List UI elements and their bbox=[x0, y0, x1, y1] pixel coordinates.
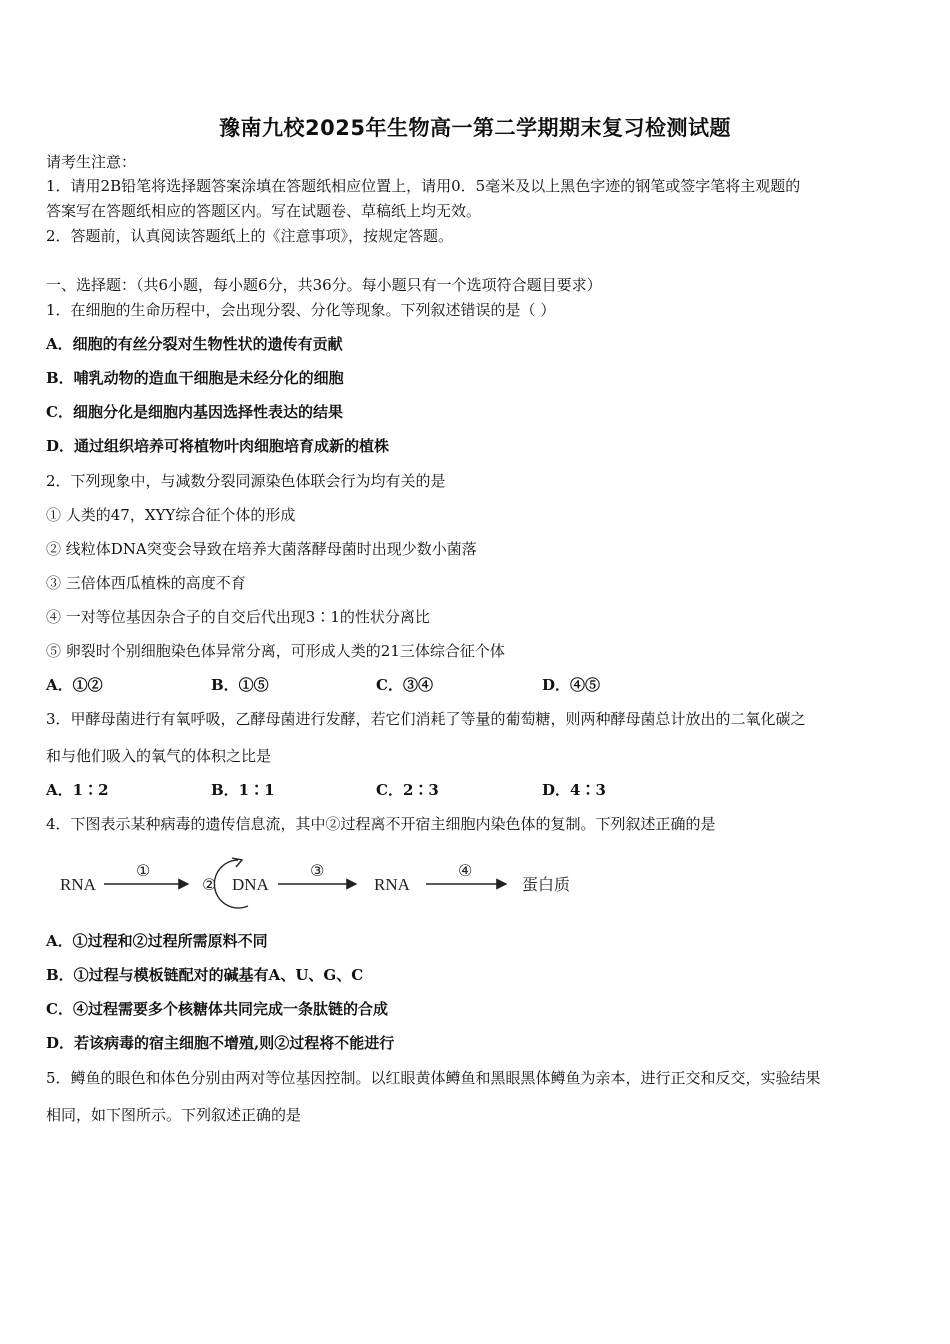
notice-item-2: 2．答题前，认真阅读答题纸上的《注意事项》，按规定答题。 bbox=[46, 227, 454, 245]
notice-item-1-line-1: 1．请用2B铅笔将选择题答案涂填在答题纸相应位置上，请用0．5毫米及以上黑色字迹的钢笔或签字笔将主观题的 bbox=[46, 177, 801, 195]
q2-statement-1: ① 人类的47，XYY综合征个体的形成 bbox=[46, 506, 296, 524]
q1-option-d[interactable]: D．通过组织培养可将植物叶肉细胞培育成新的植株 bbox=[46, 437, 390, 455]
notice-heading: 请考生注意： bbox=[46, 153, 137, 171]
diagram-step-2: ② bbox=[202, 875, 217, 894]
q4-option-c[interactable]: C．④过程需要多个核糖体共同完成一条肽链的合成 bbox=[46, 1000, 388, 1018]
q5-stem-line-1: 5．鳟鱼的眼色和体色分别由两对等位基因控制。以红眼黄体鳟鱼和黑眼黑体鳟鱼为亲本，进行正交和反交，实验结果 bbox=[46, 1069, 821, 1087]
genetic-information-flow-diagram bbox=[56, 852, 596, 916]
q2-statement-3: ③ 三倍体西瓜植株的高度不育 bbox=[46, 574, 246, 592]
q4-option-b[interactable]: B．①过程与模板链配对的碱基有A、U、G、C bbox=[46, 966, 364, 984]
q1-option-a[interactable]: A．细胞的有丝分裂对生物性状的遗传有贡献 bbox=[46, 335, 343, 353]
page-title: 豫南九校2025年生物高一第二学期期末复习检测试题 bbox=[219, 116, 731, 140]
diagram-step-3: ③ bbox=[310, 861, 325, 880]
q2-statement-5: ⑤ 卵裂时个别细胞染色体异常分离，可形成人类的21三体综合征个体 bbox=[46, 642, 505, 660]
q5-stem-line-2: 相同，如下图所示。下列叙述正确的是 bbox=[46, 1106, 302, 1124]
q3-stem-line-1: 3．甲酵母菌进行有氧呼吸，乙酵母菌进行发酵，若它们消耗了等量的葡萄糖，则两种酵母菌总计放出的二氧化碳之 bbox=[46, 710, 806, 728]
notice-item-1-line-2: 答案写在答题纸相应的答题区内。写在试题卷、草稿纸上均无效。 bbox=[46, 202, 482, 220]
q3-option-d[interactable]: D．4∶3 bbox=[542, 781, 606, 799]
diagram-cycle-arrowhead bbox=[232, 858, 242, 867]
q2-option-d[interactable]: D．④⑤ bbox=[542, 676, 601, 694]
q4-stem: 4．下图表示某种病毒的遗传信息流，其中②过程离不开宿主细胞内染色体的复制。下列叙述正确的是 bbox=[46, 815, 716, 833]
q1-option-c[interactable]: C．细胞分化是细胞内基因选择性表达的结果 bbox=[46, 403, 343, 421]
q3-stem-line-2: 和与他们吸入的氧气的体积之比是 bbox=[46, 747, 272, 765]
diagram-protein: 蛋白质 bbox=[522, 875, 571, 894]
q4-option-a[interactable]: A．①过程和②过程所需原料不同 bbox=[46, 932, 268, 950]
q2-options bbox=[46, 674, 746, 696]
diagram-step-1: ① bbox=[136, 861, 151, 880]
diagram-rna-1: RNA bbox=[60, 875, 96, 894]
q1-stem: 1．在细胞的生命历程中，会出现分裂、分化等现象。下列叙述错误的是（ ） bbox=[46, 301, 556, 319]
q3-option-c[interactable]: C．2∶3 bbox=[376, 781, 439, 799]
q2-stem: 2．下列现象中，与减数分裂同源染色体联会行为均有关的是 bbox=[46, 472, 446, 490]
q1-option-b[interactable]: B．哺乳动物的造血干细胞是未经分化的细胞 bbox=[46, 369, 344, 387]
diagram-dna: DNA bbox=[232, 875, 269, 894]
diagram-step-4: ④ bbox=[458, 861, 473, 880]
section-heading: 一、选择题：（共6小题，每小题6分，共36分。每小题只有一个选项符合题目要求） bbox=[46, 276, 602, 294]
q2-option-c[interactable]: C．③④ bbox=[376, 676, 433, 694]
q4-option-d[interactable]: D．若该病毒的宿主细胞不增殖,则②过程将不能进行 bbox=[46, 1034, 395, 1052]
diagram-rna-2: RNA bbox=[374, 875, 410, 894]
q2-statement-4: ④ 一对等位基因杂合子的自交后代出现3∶1的性状分离比 bbox=[46, 608, 430, 626]
q3-option-b[interactable]: B．1∶1 bbox=[211, 781, 275, 799]
q2-statement-2: ② 线粒体DNA突变会导致在培养大菌落酵母菌时出现少数小菌落 bbox=[46, 540, 477, 558]
q2-option-a[interactable]: A．①② bbox=[46, 676, 103, 694]
q2-option-b[interactable]: B．①⑤ bbox=[211, 676, 269, 694]
q3-option-a[interactable]: A．1∶2 bbox=[46, 781, 109, 799]
q3-options bbox=[46, 779, 746, 801]
